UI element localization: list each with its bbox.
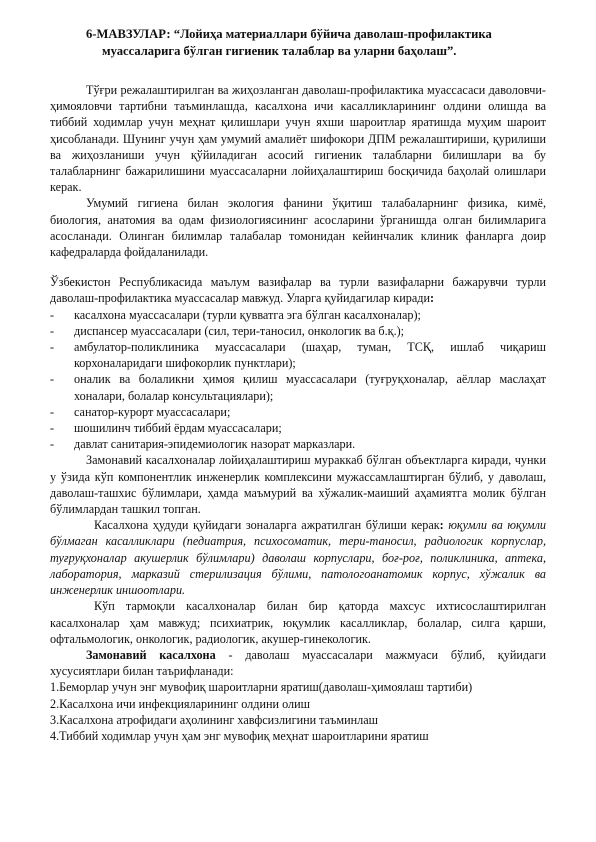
list-item: 4.Тиббий ходимлар учун ҳам энг мувофиқ меҳнат шароитларини яратиш	[50, 728, 429, 743]
paragraph-3-colon: :	[429, 291, 435, 306]
document-title	[86, 26, 556, 60]
paragraph-5-text: Касалхона ҳудуди қуйидаги зоналарга ажратилган бўлиши керак	[94, 518, 440, 533]
paragraph-5-zones: юқумли ва юқумли бўлмаган касалликлари (педиатрия, психосоматик, тери-таносил, радиологик корпуслар, туғруқхоналар акушерлик бўлимлари) даволаш корпуслари, боғ-роғ, поликлиника, аптека, лаборатория, марказий стерилизация бўлими, патологоанатомик корпус, хўжалик ва инженерлик иншоотлари.	[50, 518, 546, 598]
paragraph-7-term: Замонавий касалхона	[86, 647, 216, 662]
list-item: 2.Касалхона ичи инфекцияларининг олдини олиш	[50, 696, 310, 711]
title-line-1: 6-МАВЗУЛАР: “Лойиҳа материаллари бўйича даволаш-профилактика	[86, 27, 492, 41]
paragraph-5	[50, 517, 546, 598]
list-item: - шошилинч тиббий ёрдам муассасалари;	[50, 420, 546, 436]
list-item: - санатор-курорт муассасалари;	[50, 404, 546, 420]
list-item: - оналик ва болаликни ҳимоя қилиш муассасалари (туғруқхоналар, аёллар маслаҳат хоналари, болалар консультациялари);	[50, 371, 546, 403]
hospital-features-list	[50, 679, 546, 744]
list-item: - амбулатор-поликлиника муассасалари (шаҳар, туман, ТСҚ, ишлаб чиқариш корхоналаридаги шифокорлик пунктлари);	[50, 339, 546, 371]
list-item: 3.Касалхона атрофидаги аҳолининг хавфсизлигини таъминлаш	[50, 712, 378, 727]
paragraph-3-text: Ўзбекистон Республикасида маълум вазифалар ва турли вазифаларни бажарувчи турли даволаш-профилактика муассасалар мавжуд. Уларга қуйидагилар киради	[50, 275, 546, 306]
paragraph-7	[50, 647, 546, 679]
paragraph-gap	[50, 260, 546, 274]
list-item: - давлат санитария-эпидемиологик назорат марказлари.	[50, 436, 546, 452]
paragraph-4: Замонавий касалхоналар лойиҳалаштириш мураккаб бўлган объектларга киради, чунки у ўзида кўп компонентлик инженерлик комплексини мужассамлаштирган бўлиб, у даволаш, даволаш-ташхис бўлимлари, ҳамда маъмурий ва хўжалик-маиший аҳамиятга молик бўлган бўлимлардан ташкил топган.	[50, 453, 546, 517]
list-item: - диспансер муассасалари (сил, тери-таносил, онкологик ва б.қ.);	[50, 323, 546, 339]
paragraph-5-colon: :	[439, 518, 444, 533]
institution-types-list	[50, 307, 546, 453]
paragraph-7-text: - даволаш муассасалари мажмуаси бўлиб, қуйидаги хусусиятлари билан таърифланади:	[50, 647, 546, 679]
list-item: 1.Беморлар учун энг мувофиқ шароитларни яратиш(даволаш-ҳимоялаш тартиби)	[50, 680, 473, 695]
paragraph-2: Умумий гигиена билан экология фанини ўқитиш талабаларнинг физика, кимё, биология, анатомия ва одам физиологиясининг асосларини ўрганишда олган билимларига асосланади. Олинган билимлар талабалар томонидан кейинчалик клиник фанларга доир кафедраларда фойдаланилади.	[50, 196, 546, 260]
paragraph-3	[50, 274, 546, 306]
document-body	[50, 82, 546, 744]
list-item: - касалхона муассасалари (турли қувватга эга бўлган касалхоналар);	[50, 307, 546, 323]
paragraph-6: Кўп тармоқли касалхоналар билан бир қаторда махсус ихтисослаштирилган касалхоналар ҳам мавжуд; психиатрик, юқумлик касалликлар, болалар, силга қарши, офтальмологик, онкологик, радиологик, акушер-гинекологик.	[50, 599, 546, 646]
title-line-2: муассаларига бўлган гигиеник талаблар ва уларни баҳолаш”.	[102, 44, 457, 58]
paragraph-1: Тўғри режалаштирилган ва жиҳозланган даволаш-профилактика муассасаси даволовчи-ҳимояловчи тартибни таъминлашда, касалхона ичи касалликларининг олдини олишда ва тиббий ходимлар учун меҳнат қилишлари учун яхши шароитлар яратишда муҳим шароит ҳисобланади. Шунинг учун ҳам умумий амалиёт шифокори ДПМ режалаштириши, қурилиши ва жиҳозланиши учун қўйиладиган асосий гигиеник талабларни билишлари ва бу талабларнинг бажарилишини муассасаларни лойиҳалаштириш босқичида баҳолай олишлари керак.	[50, 83, 546, 195]
